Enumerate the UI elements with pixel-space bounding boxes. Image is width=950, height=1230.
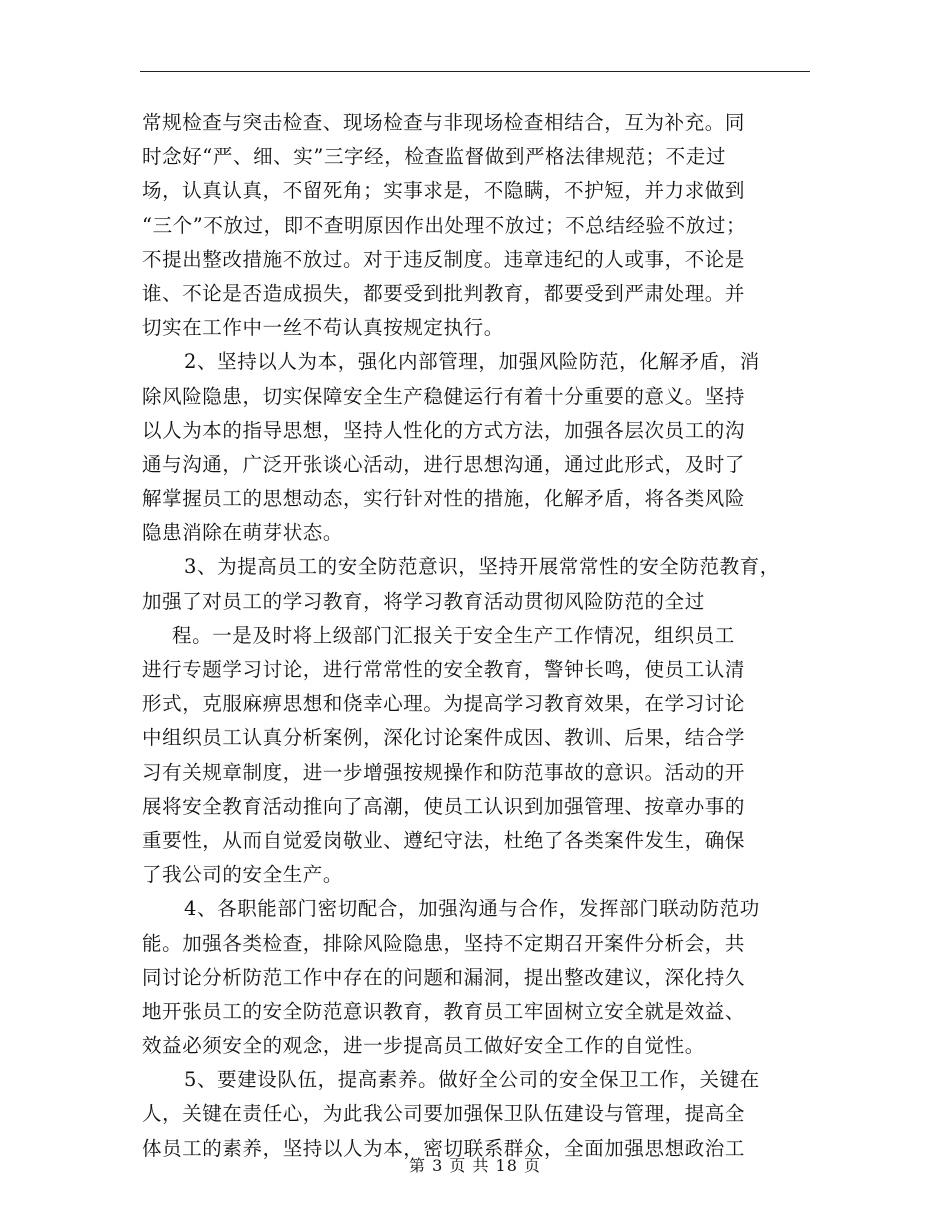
text-line: 进行专题学习讨论，进行常常性的安全教育，警钟长鸣，使员工认清 (142, 658, 746, 681)
text-line: 场，认真认真，不留死角；实事求是，不隐瞒，不护短，并力求做到 (142, 179, 746, 203)
header-rule (140, 71, 810, 72)
text-line: 能。加强各类检查，排除风险隐患，坚持不定期召开案件分析会，共 (142, 931, 746, 955)
text-line: 解掌握员工的思想动态，实行针对性的措施，化解矛盾，将各类风险 (142, 487, 746, 511)
text-line: 通与沟通，广泛开张谈心活动，进行思想沟通，通过此形式，及时了 (142, 452, 746, 476)
page-number-footer: 第 3 页 共 18 页 (409, 1156, 541, 1175)
text-line: 加强了对员工的学习教育，将学习教育活动贯彻风险防范的全过 (142, 589, 705, 613)
text-line: 程。一是及时将上级部门汇报关于安全生产工作情况，组织员工 (172, 623, 735, 647)
text-line: 重要性，从而自觉爱岗敬业、遵纪守法，杜绝了各类案件发生，确保 (142, 828, 746, 852)
body-text (142, 106, 822, 1166)
text-line: 人，关键在责任心，为此我公司要加强保卫队伍建设与管理，提高全 (142, 1102, 746, 1126)
text-line: 谁、不论是否造成损失，都要受到批判教育，都要受到严肃处理。并 (142, 281, 746, 305)
text-line: 体员工的素养，坚持以人为本，密切联系群众，全面加强思想政治工 (142, 1136, 746, 1160)
text-line: “三个”不放过，即不查明原因作出处理不放过；不总结经验不放过； (142, 213, 747, 237)
text-line: 除风险隐患，切实保障安全生产稳健运行有着十分重要的意义。坚持 (142, 384, 746, 408)
text-line: 同讨论分析防范工作中存在的问题和漏洞，提出整改建议，深化持久 (142, 965, 746, 989)
text-line: 习有关规章制度，进一步增强按规操作和防范事故的意识。活动的开 (142, 760, 746, 784)
text-line: 了我公司的安全生产。 (142, 863, 344, 887)
text-line: 以人为本的指导思想，坚持人性化的方式方法，加强各层次员工的沟 (142, 418, 746, 442)
text-line: 展将安全教育活动推向了高潮，使员工认识到加强管理、按章办事的 (142, 794, 746, 818)
text-line: 常规检查与突击检查、现场检查与非现场检查相结合，互为补充。同 (142, 111, 746, 134)
text-line: 隐患消除在萌芽状态。 (142, 521, 344, 545)
text-line: 效益必须安全的观念，进一步提高员工做好安全工作的自觉性。 (142, 1034, 705, 1058)
paragraph-start-line: 5、要建设队伍，提高素养。做好全公司的安全保卫工作，关键在 (184, 1068, 760, 1092)
paragraph-start-line: 4、各职能部门密切配合，加强沟通与合作，发挥部门联动防范功 (184, 897, 760, 921)
paragraph-start-line: 3、为提高员工的安全防范意识，坚持开展常常性的安全防范教育， (184, 555, 780, 579)
text-line: 不提出整改措施不放过。对于违反制度。违章违纪的人或事，不论是 (142, 247, 746, 271)
text-line: 切实在工作中一丝不苟认真按规定执行。 (142, 316, 504, 340)
text-line: 中组织员工认真分析案例，深化讨论案件成因、教训、后果，结合学 (142, 726, 746, 750)
paragraph-start-line: 2、坚持以人为本，强化内部管理，加强风险防范，化解矛盾，消 (184, 350, 760, 374)
text-line: 形式，克服麻痹思想和侥幸心理。为提高学习教育效果，在学习讨论 (142, 692, 746, 716)
text-line: 时念好“严、细、实”三字经，检查监督做到严格法律规范；不走过 (142, 145, 726, 169)
text-line: 地开张员工的安全防范意识教育，教育员工牢固树立安全就是效益、 (142, 999, 746, 1023)
